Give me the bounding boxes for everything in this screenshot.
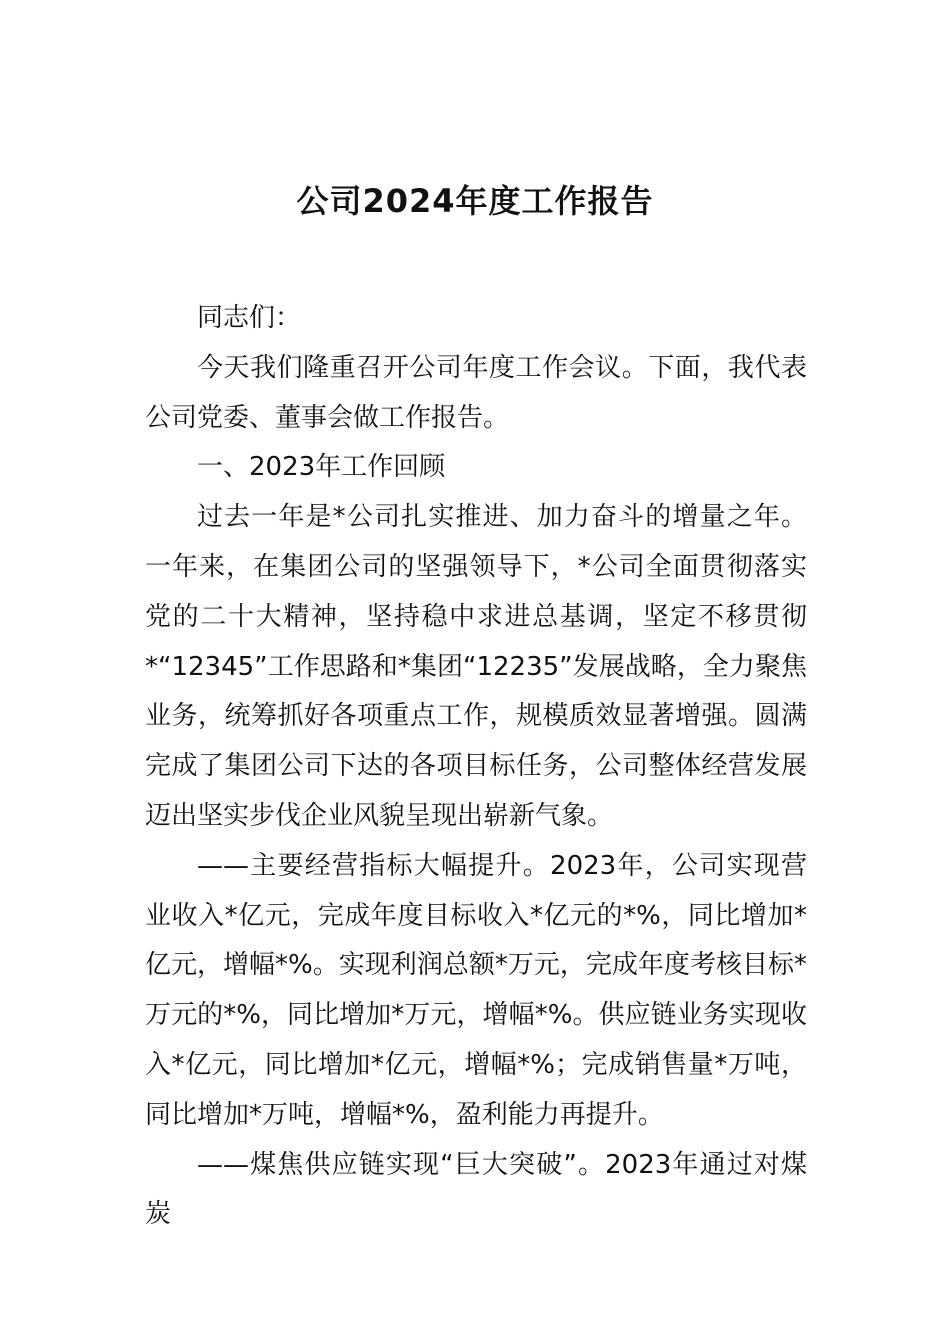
supply-chain-paragraph: ——煤焦供应链实现“巨大突破”。2023年通过对煤炭 bbox=[145, 1149, 807, 1230]
document-body bbox=[145, 294, 807, 1240]
review-summary-paragraph: 过去一年是*公司扎实推进、加力奋斗的增量之年。一年来，在集团公司的坚强领导下，*公司全面贯彻落实党的二十大精神，坚持稳中求进总基调，坚定不移贯彻*“12345”工作思路和*集团“12235”发展战略，全力聚焦业务，统筹抓好各项重点工作，规模质效显著增强。圆满完成了集团公司下达的各项目标任务，公司整体经营发展迈出坚实步伐企业风貌呈现出崭新气象。 bbox=[145, 502, 807, 831]
greeting-paragraph: 同志们： bbox=[197, 303, 302, 333]
business-indicators-paragraph: ——主要经营指标大幅提升。2023年，公司实现营业收入*亿元，完成年度目标收入*亿元的*%，同比增加*亿元，增幅*%。实现利润总额*万元，完成年度考核目标*万元的*%，同比增加*万元，增幅*%。供应链业务实现收入*亿元，同比增加*亿元，增幅*%；完成销售量*万吨，同比增加*万吨，增幅*%，盈利能力再提升。 bbox=[145, 850, 807, 1130]
document-title: 公司2024年度工作报告 bbox=[296, 182, 654, 221]
section-heading-2023-review: 一、2023年工作回顾 bbox=[197, 452, 446, 483]
intro-paragraph: 今天我们隆重召开公司年度工作会议。下面，我代表公司党委、董事会做工作报告。 bbox=[145, 352, 807, 433]
